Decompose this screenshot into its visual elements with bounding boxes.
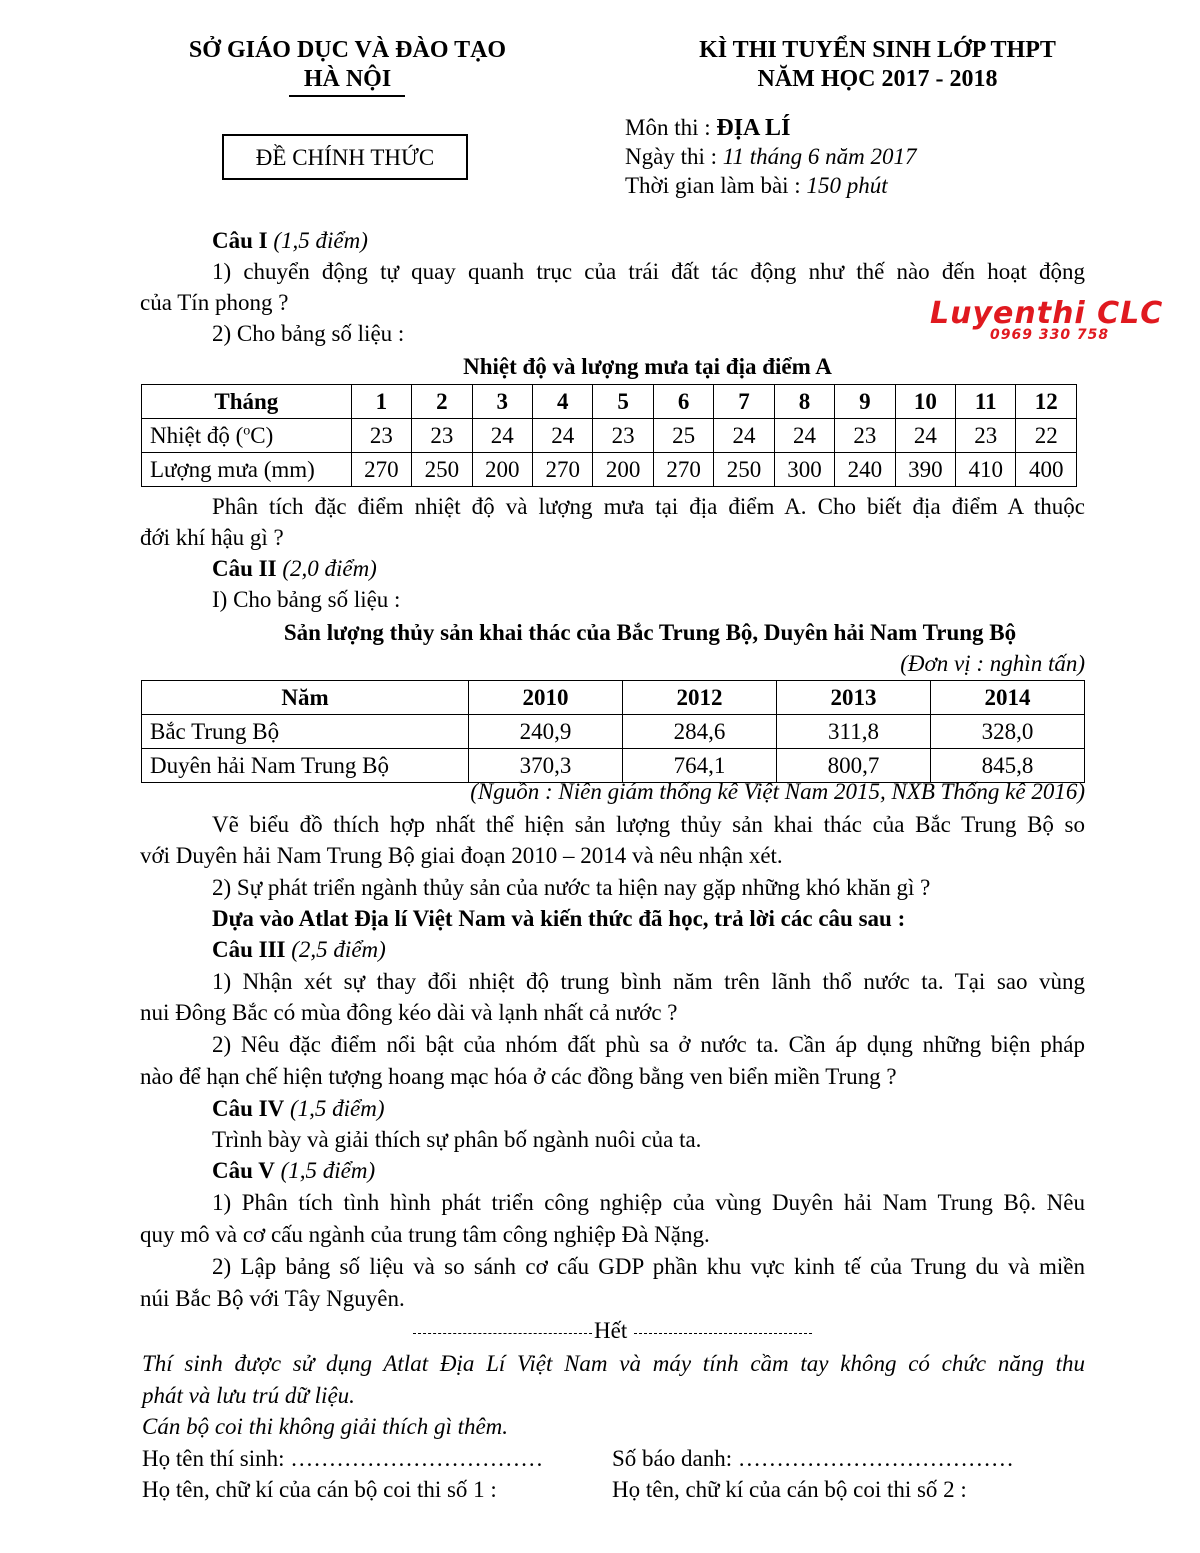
temperature-cell: 24 (895, 419, 955, 453)
q4-part1: Trình bày và giải thích sự phân bố ngành nuôi của ta. (212, 1127, 702, 1152)
table1-rainfall-row (142, 453, 1077, 487)
region-label: Duyên hải Nam Trung Bộ (142, 749, 469, 783)
value-cell: 240,9 (469, 715, 623, 749)
subject-label: Môn thi : (625, 115, 717, 140)
q1-analysis-line2: đới khí hậu gì ? (140, 525, 284, 550)
q5-part2-line2: núi Bắc Bộ với Tây Nguyên. (140, 1286, 405, 1311)
rainfall-cell: 270 (351, 453, 411, 487)
q1-part2: 2) Cho bảng số liệu : (212, 321, 405, 346)
q3-part2-line1: 2) Nêu đặc điểm nổi bật của nhóm đất phù sa ở nước ta. Cần áp dụng những biện pháp (212, 1032, 1085, 1057)
q3-part1-line1: 1) Nhận xét sự thay đổi nhiệt độ trung bình năm trên lãnh thổ nước ta. Tại sao vùng (212, 969, 1085, 994)
month-cell: 4 (532, 385, 592, 419)
month-cell: 9 (835, 385, 895, 419)
year-cell: 2010 (469, 681, 623, 715)
exam-title: KÌ THI TUYỂN SINH LỚP THPT (699, 37, 1056, 63)
q2-points: (2,0 điểm) (282, 556, 377, 581)
q5-points: (1,5 điểm) (280, 1158, 376, 1183)
subject-value: ĐỊA LÍ (716, 115, 791, 141)
rainfall-cell: 250 (412, 453, 472, 487)
table2-header-label: Năm (142, 681, 469, 715)
q5-part1-line1: 1) Phân tích tình hình phát triển công nghiệp của vùng Duyên hải Nam Trung Bộ. Nêu (212, 1190, 1085, 1215)
month-cell: 5 (593, 385, 653, 419)
temperature-cell: 24 (774, 419, 834, 453)
month-cell: 6 (653, 385, 713, 419)
q1-part1-line1: 1) chuyển động tự quay quanh trục của trái đất tác động như thế nào đến hoạt động (212, 259, 1085, 284)
rainfall-cell: 200 (472, 453, 532, 487)
year-cell: 2014 (931, 681, 1085, 715)
table1-title: Nhiệt độ và lượng mưa tại địa điểm A (463, 354, 832, 379)
rainfall-cell: 250 (714, 453, 774, 487)
month-cell: 12 (1016, 385, 1077, 419)
month-cell: 10 (895, 385, 955, 419)
watermark-phone: 0969 330 758 (990, 327, 1110, 343)
table2-title: Sản lượng thủy sản khai thác của Bắc Trung Bộ, Duyên hải Nam Trung Bộ (283, 620, 1017, 645)
q1-analysis-line1: Phân tích đặc điểm nhiệt độ và lượng mưa tại địa điểm A. Cho biết địa điểm A thuộc (212, 494, 1085, 519)
table2-header-row (142, 681, 1085, 715)
month-cell: 8 (774, 385, 834, 419)
q1-title: Câu I (212, 228, 268, 253)
rainfall-cell: 390 (895, 453, 955, 487)
q3-part2-line2: nào để hạn chế hiện tượng hoang mạc hóa ở các đồng bằng ven biển miền Trung ? (140, 1064, 897, 1089)
footer-note-line1: Thí sinh được sử dụng Atlat Địa Lí Việt Nam và máy tính cầm tay không có chức năng thu (142, 1351, 1085, 1376)
q2-heading (212, 553, 377, 584)
value-cell: 370,3 (469, 749, 623, 783)
temperature-rainfall-table (141, 384, 1077, 487)
temperature-cell: 24 (714, 419, 774, 453)
table1-header-label: Tháng (142, 385, 352, 419)
q2-part2: 2) Sự phát triển ngành thủy sản của nước ta hiện nay gặp những khó khăn gì ? (212, 875, 931, 900)
q3-points: (2,5 điểm) (291, 937, 386, 962)
q4-title: Câu IV (212, 1096, 285, 1121)
temperature-label: Nhiệt độ ($^o$C) (142, 419, 352, 453)
rainfall-cell: 270 (532, 453, 592, 487)
q1-heading (212, 225, 368, 256)
rainfall-cell: 300 (774, 453, 834, 487)
q5-part2-line1: 2) Lập bảng số liệu và so sánh cơ cấu GDP phần khu vực kinh tế của Trung du và miền (212, 1254, 1085, 1279)
q3-heading (212, 934, 386, 965)
temperature-cell: 23 (956, 419, 1016, 453)
end-divider-right (634, 1333, 812, 1334)
official-exam-box: ĐỀ CHÍNH THỨC (222, 134, 468, 180)
duration-label: Thời gian làm bài : (625, 173, 807, 198)
month-cell: 2 (412, 385, 472, 419)
q2-task-line2: với Duyên hải Nam Trung Bộ giai đoạn 2010 – 2014 và nêu nhận xét. (140, 843, 783, 868)
table2-row (142, 715, 1085, 749)
header-underline (289, 95, 405, 97)
rainfall-cell: 410 (956, 453, 1016, 487)
rainfall-cell: 200 (593, 453, 653, 487)
q1-part1-line2: của Tín phong ? (140, 290, 289, 315)
date-label: Ngày thi : (625, 144, 723, 169)
q3-title: Câu III (212, 937, 286, 962)
table1-header-row (142, 385, 1077, 419)
candidate-id-field: Số báo danh: ……………………………… (612, 1446, 1014, 1471)
atlat-instruction: Dựa vào Atlat Địa lí Việt Nam và kiến thức đã học, trả lời các câu sau : (212, 906, 906, 931)
duration-value: 150 phút (806, 173, 888, 198)
q5-heading (212, 1155, 375, 1186)
temperature-cell: 24 (532, 419, 592, 453)
q4-points: (1,5 điểm) (289, 1096, 385, 1121)
temperature-cell: 23 (351, 419, 411, 453)
month-cell: 7 (714, 385, 774, 419)
table2-source: (Nguồn : Niên giám thống kê Việt Nam 2015, NXB Thống kê 2016) (470, 779, 1085, 804)
q2-part1: I) Cho bảng số liệu : (212, 587, 401, 612)
value-cell: 764,1 (623, 749, 777, 783)
value-cell: 845,8 (931, 749, 1085, 783)
proctor1-signature: Họ tên, chữ kí của cán bộ coi thi số 1 : (142, 1477, 497, 1502)
end-marker: Hết (594, 1318, 628, 1343)
temperature-cell: 24 (472, 419, 532, 453)
school-year: NĂM HỌC 2017 - 2018 (757, 66, 998, 92)
month-cell: 1 (351, 385, 411, 419)
q5-part1-line2: quy mô và cơ cấu ngành của trung tâm công nghiệp Đà Nặng. (140, 1222, 710, 1247)
temperature-cell: 23 (835, 419, 895, 453)
value-cell: 311,8 (777, 715, 931, 749)
value-cell: 328,0 (931, 715, 1085, 749)
month-cell: 3 (472, 385, 532, 419)
table2-unit: (Đơn vị : nghìn tấn) (900, 651, 1085, 676)
q4-heading (212, 1093, 385, 1124)
fishery-output-table (141, 680, 1085, 783)
date-line (625, 141, 917, 172)
temperature-cell: 23 (593, 419, 653, 453)
value-cell: 800,7 (777, 749, 931, 783)
temperature-cell: 23 (412, 419, 472, 453)
region-label: Bắc Trung Bộ (142, 715, 469, 749)
proctor2-signature: Họ tên, chữ kí của cán bộ coi thi số 2 : (612, 1477, 967, 1502)
rainfall-cell: 270 (653, 453, 713, 487)
footer-note-line3: Cán bộ coi thi không giải thích gì thêm. (142, 1414, 509, 1439)
table1-temperature-row (142, 419, 1077, 453)
watermark-logo: Luyenthi CLC (930, 296, 1164, 331)
q2-title: Câu II (212, 556, 277, 581)
date-value: 11 tháng 6 năm 2017 (722, 144, 917, 169)
end-divider-left (413, 1333, 592, 1334)
q3-part1-line2: nui Đông Bắc có mùa đông kéo dài và lạnh nhất cả nước ? (140, 1000, 678, 1025)
duration-line (625, 170, 888, 201)
q5-title: Câu V (212, 1158, 275, 1183)
subject-line (625, 112, 790, 144)
rainfall-cell: 240 (835, 453, 895, 487)
value-cell: 284,6 (623, 715, 777, 749)
q2-task-line1: Vẽ biểu đồ thích hợp nhất thể hiện sản lượng thủy sản khai thác của Bắc Trung Bộ so (212, 812, 1085, 837)
temperature-cell: 25 (653, 419, 713, 453)
city-name: HÀ NỘI (303, 66, 392, 92)
footer-note-line2: phát và lưu trú dữ liệu. (142, 1383, 355, 1408)
year-cell: 2012 (623, 681, 777, 715)
temperature-cell: 22 (1016, 419, 1077, 453)
year-cell: 2013 (777, 681, 931, 715)
rainfall-label: Lượng mưa (mm) (142, 453, 352, 487)
month-cell: 11 (956, 385, 1016, 419)
candidate-name-field: Họ tên thí sinh: …………………………… (142, 1446, 544, 1471)
rainfall-cell: 400 (1016, 453, 1077, 487)
department-name: SỞ GIÁO DỤC VÀ ĐÀO TẠO (188, 37, 507, 63)
q1-points: (1,5 điểm) (273, 228, 368, 253)
